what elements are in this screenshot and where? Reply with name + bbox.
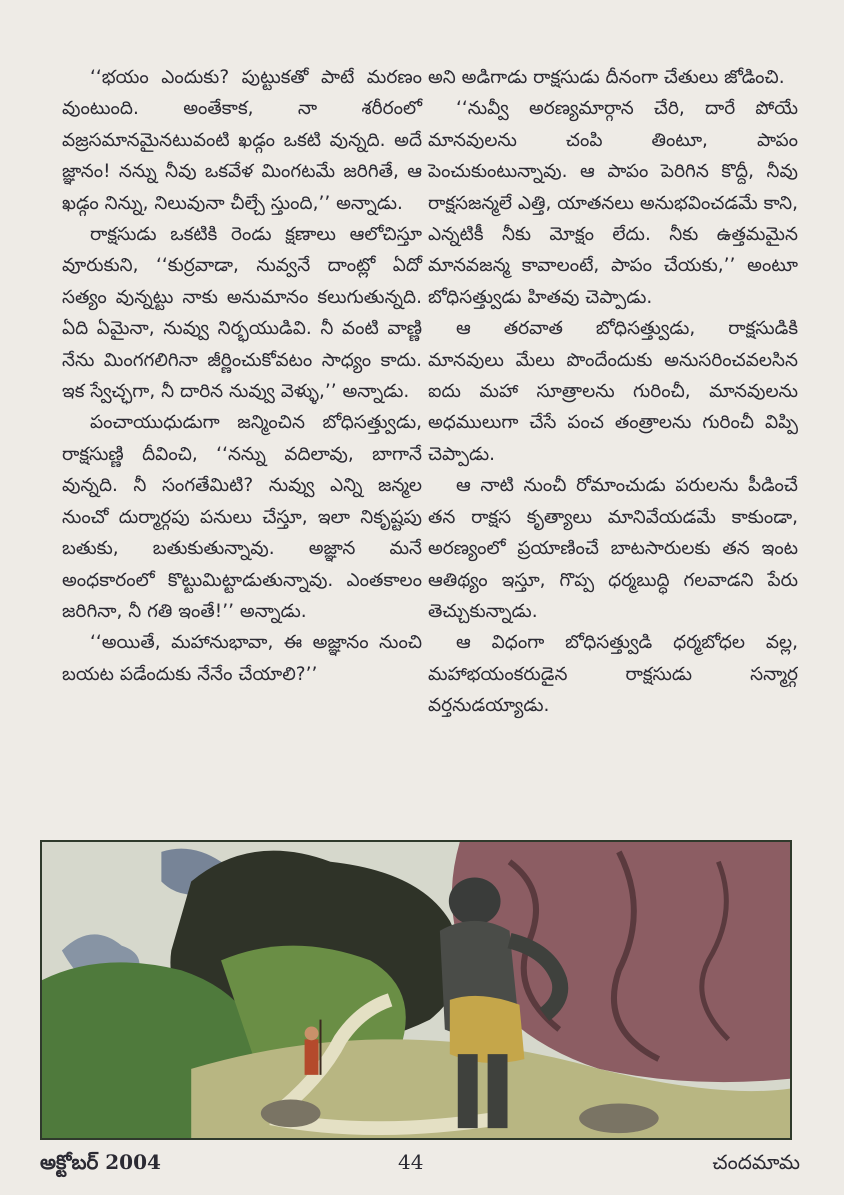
- paragraph: ‘‘నువ్వీ అరణ్యమార్గాన చేరి, దారే పోయే మానవులను చంపి తింటూ, పాపం పెంచుకుంటున్నావు. ఆ పాపం పెరిగిన కొద్దీ, నీవు రాక్షసజన్మలే ఎత్తి, యాతనలు అనుభవించడమే కాని, ఎన్నటికీ నీకు మోక్షం లేదు. నీకు ఉత్తమమైన మానవజన్మ కావాలంటే, పాపం చేయకు,’’ అంటూ బోధిసత్త్వుడు హితవు చెప్పాడు.: [428, 98, 798, 308]
- paragraph: ‘‘భయం ఎందుకు? పుట్టుకతో పాటే మరణం వుంటుంది. అంతేకాక, నా శరీరంలో వజ్రసమానమైనటువంటి ఖడ్గం ఒకటి వున్నది. అదే జ్ఞానం! నన్ను నీవు ఒకవేళ మింగటమే జరిగితే, ఆ ఖడ్గం నిన్ను, నిలువునా చీల్చే స్తుంది,’’ అన్నాడు.: [62, 67, 422, 214]
- paragraph: ‘‘అయితే, మహానుభావా, ఈ అజ్ఞానం నుంచి బయట పడేందుకు నేనేం చేయాలి?’’: [62, 632, 422, 685]
- paragraph: ఆ నాటి నుంచీ రోమాంచుడు పరులను పీడించే తన రాక్షస కృత్యాలు మానివేయడమే కాకుండా, అరణ్యంలో ప్రయాణించే బాటసారులకు తన ఇంట ఆతిథ్యం ఇస్తూ, గొప్ప ధర్మబుద్ధి గలవాడని పేరు తెచ్చుకున్నాడు.: [428, 475, 798, 622]
- issue-month: అక్టోబర్ 2004: [40, 1150, 161, 1174]
- story-illustration: [40, 840, 792, 1140]
- text-column-right: [428, 62, 798, 722]
- paragraph: ఆ తరవాత బోధిసత్త్వుడు, రాక్షసుడికి మానవులు మేలు పొందేందుకు అనుసరించవలసిన ఐదు మహా సూత్రాలను గురించీ, మానవులను అధములుగా చేసే పంచ తంత్రాలను గురించీ విప్పి చెప్పాడు.: [428, 318, 798, 465]
- paragraph: రాక్షసుడు ఒకటికి రెండు క్షణాలు ఆలోచిస్తూ వూరుకుని, ‘‘కుర్రవాడా, నువ్వనే దాంట్లో ఏదో సత్యం వున్నట్టు నాకు అనుమానం కలుగుతున్నది. ఏది ఏమైనా, నువ్వు నిర్భయుడివి. నీ వంటి వాణ్ణి నేను మింగగలిగినా జీర్ణించుకోవటం సాధ్యం కాదు. ఇక స్వేచ్ఛగా, నీ దారిన నువ్వు వెళ్ళు,’’ అన్నాడు.: [62, 224, 422, 403]
- paragraph: ఆ విధంగా బోధిసత్త్వుడి ధర్మబోధల వల్ల, మహాభయంకరుడైన రాక్షసుడు సన్మార్గ వర్తనుడయ్యాడు.: [428, 632, 798, 717]
- paragraph: పంచాయుధుడుగా జన్మించిన బోధిసత్త్వుడు, రాక్షసుణ్ణి దీవించి, ‘‘నన్ను వదిలావు, బాగానే వున్నది. నీ సంగతేమిటి? నువ్వు ఎన్ని జన్మల నుంచో దుర్మార్గపు పనులు చేస్తూ, ఇలా నికృష్టపు బతుకు, బతుకుతున్నావు. అజ్ఞాన మనే అంధకారంలో కొట్టుమిట్టాడుతున్నావు. ఎంతకాలం జరిగినా, నీ గతి ఇంతే!’’ అన్నాడు.: [62, 412, 422, 622]
- magazine-name: చందమామ: [712, 1150, 800, 1174]
- text-column-left: [62, 62, 422, 690]
- page-number: 44: [398, 1150, 424, 1174]
- illustration-artwork: [42, 842, 790, 1138]
- paragraph: అని అడిగాడు రాక్షసుడు దీనంగా చేతులు జోడించి.: [428, 67, 785, 88]
- page-footer: [40, 1150, 800, 1182]
